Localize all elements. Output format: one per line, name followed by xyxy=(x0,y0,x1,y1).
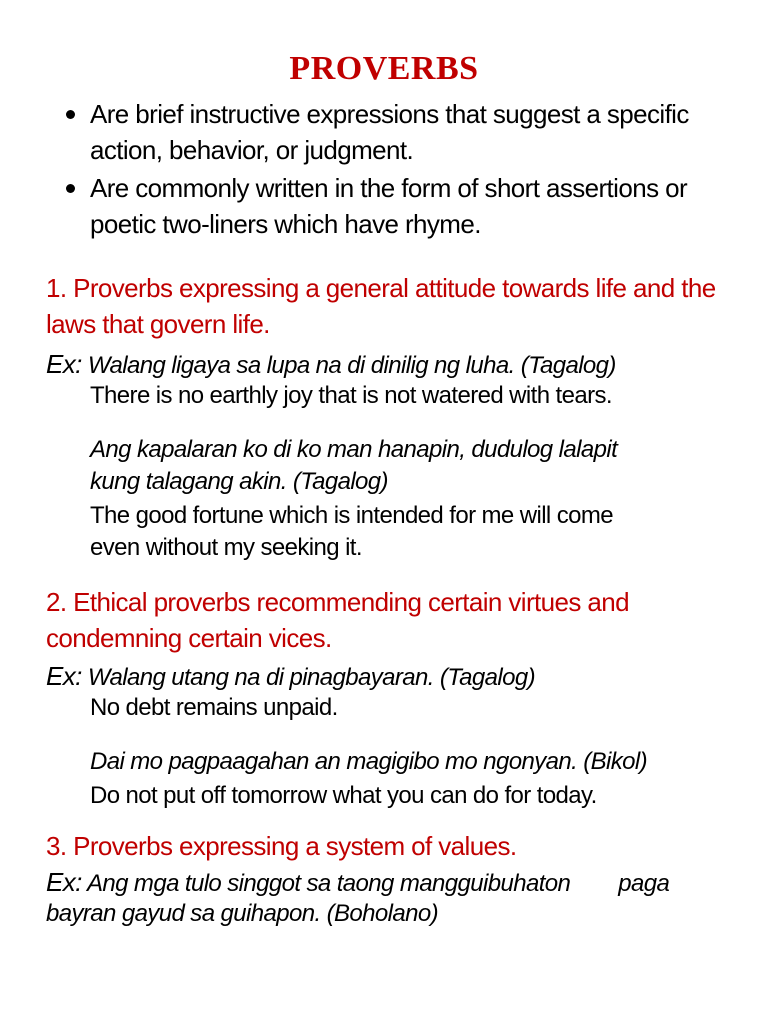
ex-label: Ex: xyxy=(46,349,82,379)
section-3-example-1-line-1 xyxy=(46,866,746,900)
section-2-proverb-2: Dai mo pagpaagahan an magigibo mo ngonyan. (Bikol) xyxy=(90,748,648,775)
section-3-heading: 3. Proverbs expressing a system of values. xyxy=(46,831,517,861)
section-2-proverb-1: Walang utang na di pinagbayaran. (Tagalog) xyxy=(87,664,535,691)
section-3-proverb-1-line-2: bayran gayud sa guihapon. (Boholano) xyxy=(46,900,439,927)
section-1-proverb-2-line-1: Ang kapalaran ko di ko man hanapin, dudulog lalapit xyxy=(90,436,618,463)
definition-list xyxy=(60,96,740,244)
section-2-translation-2: Do not put off tomorrow what you can do for today. xyxy=(90,782,597,809)
section-2-heading: 2. Ethical proverbs recommending certain virtues and condemning certain vices. xyxy=(46,587,629,653)
section-1-translation-1: There is no earthly joy that is not watered with tears. xyxy=(90,382,612,409)
section-1-translation-2-line-2: even without my seeking it. xyxy=(90,534,362,561)
definition-item-2 xyxy=(60,170,740,242)
ex-label: Ex: xyxy=(46,867,82,897)
section-2-translation-1: No debt remains unpaid. xyxy=(90,694,338,721)
section-2-example-1 xyxy=(46,660,746,694)
section-1-translation-2-line-1: The good fortune which is intended for me will come xyxy=(90,502,614,529)
section-1-example-1 xyxy=(46,348,746,382)
definition-item-1 xyxy=(60,96,740,168)
section-1-heading: 1. Proverbs expressing a general attitude towards life and the laws that govern life. xyxy=(46,273,716,339)
section-3-proverb-1-part-b: paga xyxy=(618,870,670,897)
definition-text-2: Are commonly written in the form of short assertions or poetic two-liners which have rhyme. xyxy=(90,173,688,239)
section-3-proverb-1-part-a: Ang mga tulo singgot sa taong mangguibuhaton xyxy=(86,870,571,897)
ex-label: Ex: xyxy=(46,661,82,691)
bullet-icon xyxy=(66,110,75,119)
page-title: PROVERBS xyxy=(289,50,479,87)
section-1-proverb-2-line-2: kung talagang akin. (Tagalog) xyxy=(90,468,388,495)
bullet-icon xyxy=(66,184,75,193)
section-1-proverb-1: Walang ligaya sa lupa na di dinilig ng luha. (Tagalog) xyxy=(87,352,616,379)
definition-text-1: Are brief instructive expressions that suggest a specific action, behavior, or judgment. xyxy=(90,99,689,165)
